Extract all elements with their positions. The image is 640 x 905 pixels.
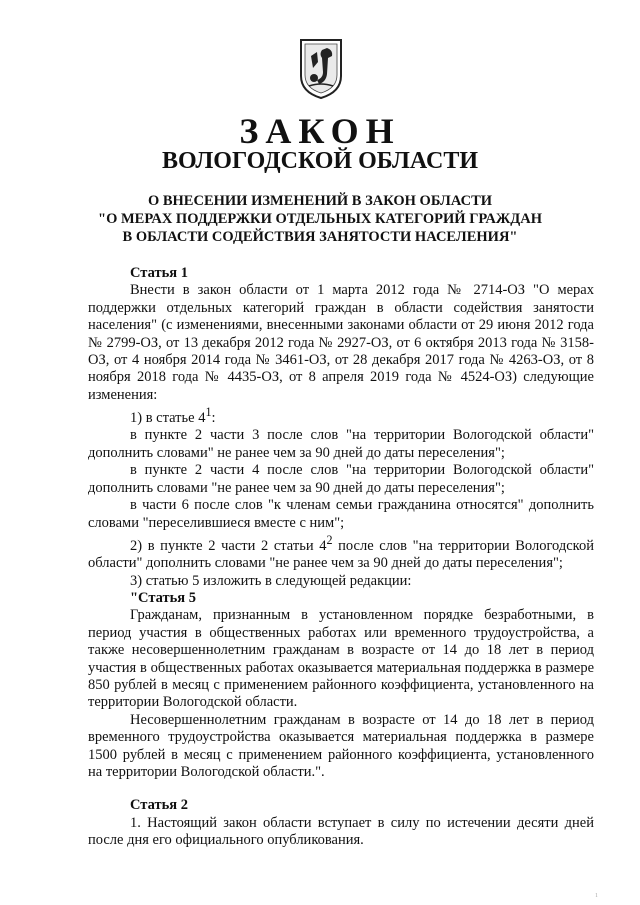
item-2-text: 2) в пункте 2 части 2 статьи 4 <box>130 537 327 554</box>
item-2-rest: после слов "на территории Вологодской области" дополнить словами "не ранее чем за 90 дней до даты переселения"; <box>88 537 594 572</box>
article-1-item-2 <box>88 532 594 573</box>
law-title: ЗАКОН <box>239 111 401 151</box>
region-title: ВОЛОГОДСКОЙ ОБЛАСТИ <box>161 148 479 174</box>
article-1-intro: Внести в закон области от 1 марта 2012 года № 2714-ОЗ "О мерах поддержки отдельных категорий граждан в области содействия занятости населения" (с изменениями, внесенными законами области от 29 июня 2012 года № 2799-ОЗ, от 13 декабря 2012 года № 2927-ОЗ, от 6 октября 2013 года № 3158-ОЗ, от 4 ноября 2014 года № 3461-ОЗ, от 28 декабря 2017 года № 4263-ОЗ, от 8 ноября 2018 года № 4435-ОЗ, от 8 апреля 2019 года № 4524-ОЗ) следующие изменения: <box>88 282 594 403</box>
coat-of-arms-icon <box>297 38 345 100</box>
subtitle-line: О ВНЕСЕНИИ ИЗМЕНЕНИЙ В ЗАКОН ОБЛАСТИ <box>147 193 493 209</box>
spacer <box>88 781 594 797</box>
quoted-article-paragraph: Гражданам, признанным в установленном порядке безработными, в период участия в общественных работах или временного трудоустройства, а также несовершеннолетним гражданам в возрасте от 14 до 18 лет в период участия в общественных работах оказывается материальная поддержка в размере 850 рублей в месяц с применением районного коэффициента, установленного на территории Вологодской области. <box>88 607 594 711</box>
article-2-heading: Статья 2 <box>130 797 188 814</box>
article-1-paragraph: в пункте 2 части 4 после слов "на территории Вологодской области" дополнить словами "не ранее чем за 90 дней до даты переселения"; <box>88 462 594 496</box>
subtitle-line: В ОБЛАСТИ СОДЕЙСТВИЯ ЗАНЯТОСТИ НАСЕЛЕНИЯ" <box>122 229 518 245</box>
item-1-text: 1) в статье 4 <box>130 410 206 427</box>
article-1-paragraph: в пункте 2 части 3 после слов "на территории Вологодской области" дополнить словами" не ранее чем за 90 дней до даты переселения"; <box>88 427 594 461</box>
item-2-superscript: 2 <box>326 532 333 547</box>
article-2-paragraph: 1. Настоящий закон области вступает в силу по истечении десяти дней после дня его официального опубликования. <box>88 814 594 849</box>
subtitle-line: "О МЕРАХ ПОДДЕРЖКИ ОТДЕЛЬНЫХ КАТЕГОРИЙ ГРАЖДАН <box>98 211 542 227</box>
law-subtitle <box>60 192 580 246</box>
article-1-paragraph: в части 6 после слов "к членам семьи гражданина относятся" дополнить словами "переселившиеся вместе с ним"; <box>88 497 594 531</box>
article-1-item-3: 3) статью 5 изложить в следующей редакции: <box>130 572 412 589</box>
article-1-heading: Статья 1 <box>130 265 188 281</box>
item-1-superscript: 1 <box>205 405 212 420</box>
item-1-colon: : <box>211 410 216 427</box>
page-mark: 1 <box>595 893 598 899</box>
article-1-item-1 <box>88 404 594 427</box>
quoted-article-heading: "Статья 5 <box>130 589 197 606</box>
quoted-article-paragraph: Несовершеннолетним гражданам в возрасте от 14 до 18 лет в период временного трудоустройства оказывается материальная поддержка в размере 1500 рублей в месяц с применением районного коэффициента, установленного на территории Вологодской области.". <box>88 711 594 781</box>
law-body <box>88 265 594 850</box>
